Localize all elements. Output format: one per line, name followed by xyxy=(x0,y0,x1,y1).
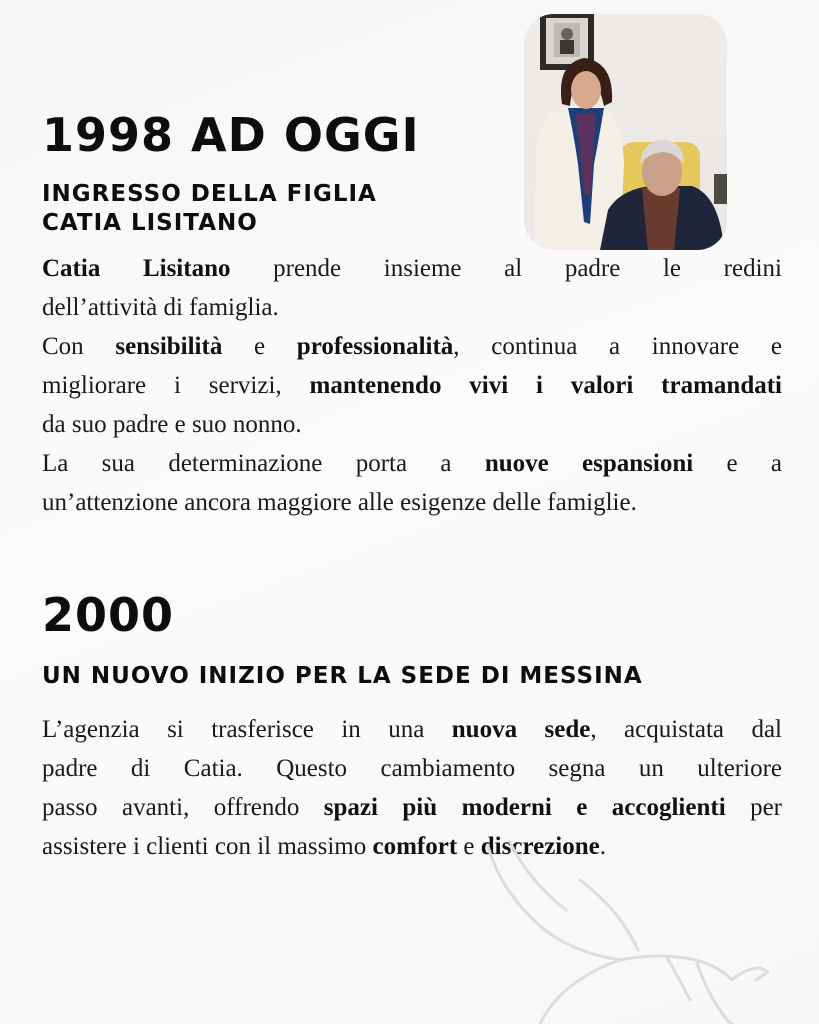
section2-subtitle: UN NUOVO INIZIO PER LA SEDE DI MESSINA xyxy=(42,663,643,689)
section1-subtitle-line1: INGRESSO DELLA FIGLIA xyxy=(42,181,377,207)
portrait-illustration xyxy=(524,14,727,250)
dove-icon xyxy=(470,840,819,1024)
text-line: padre di Catia. Questo cambiamento segna un ulteriore xyxy=(42,755,782,782)
text-line: da suo padre e suo nonno. xyxy=(42,411,302,438)
text-line: La sua determinazione porta a nuove espansioni e a xyxy=(42,450,783,477)
text-line: passo avanti, offrendo spazi più moderni e accoglienti per xyxy=(42,794,783,821)
text-line: migliorare i servizi, mantenendo vivi i valori tramandati xyxy=(42,372,782,399)
text-line: dell’attività di famiglia. xyxy=(42,294,279,321)
section1-paragraph xyxy=(42,249,782,522)
section1-year: 1998 AD OGGI xyxy=(42,108,420,162)
section2-year: 2000 xyxy=(42,588,175,642)
text-line: un’attenzione ancora maggiore alle esigenze delle famiglie. xyxy=(42,489,637,516)
section1-subtitle-line2: CATIA LISITANO xyxy=(42,210,258,236)
text-line: Catia Lisitano prende insieme al padre le redini xyxy=(42,255,782,282)
text-line: L’agenzia si trasferisce in una nuova sede, acquistata dal xyxy=(42,716,782,743)
section1-subtitle xyxy=(42,180,377,238)
family-portrait-photo xyxy=(524,14,727,250)
text-line: Con sensibilità e professionalità, continua a innovare e xyxy=(42,333,782,360)
text-line: assistere i clienti con il massimo comfort e discrezione. xyxy=(42,833,606,860)
